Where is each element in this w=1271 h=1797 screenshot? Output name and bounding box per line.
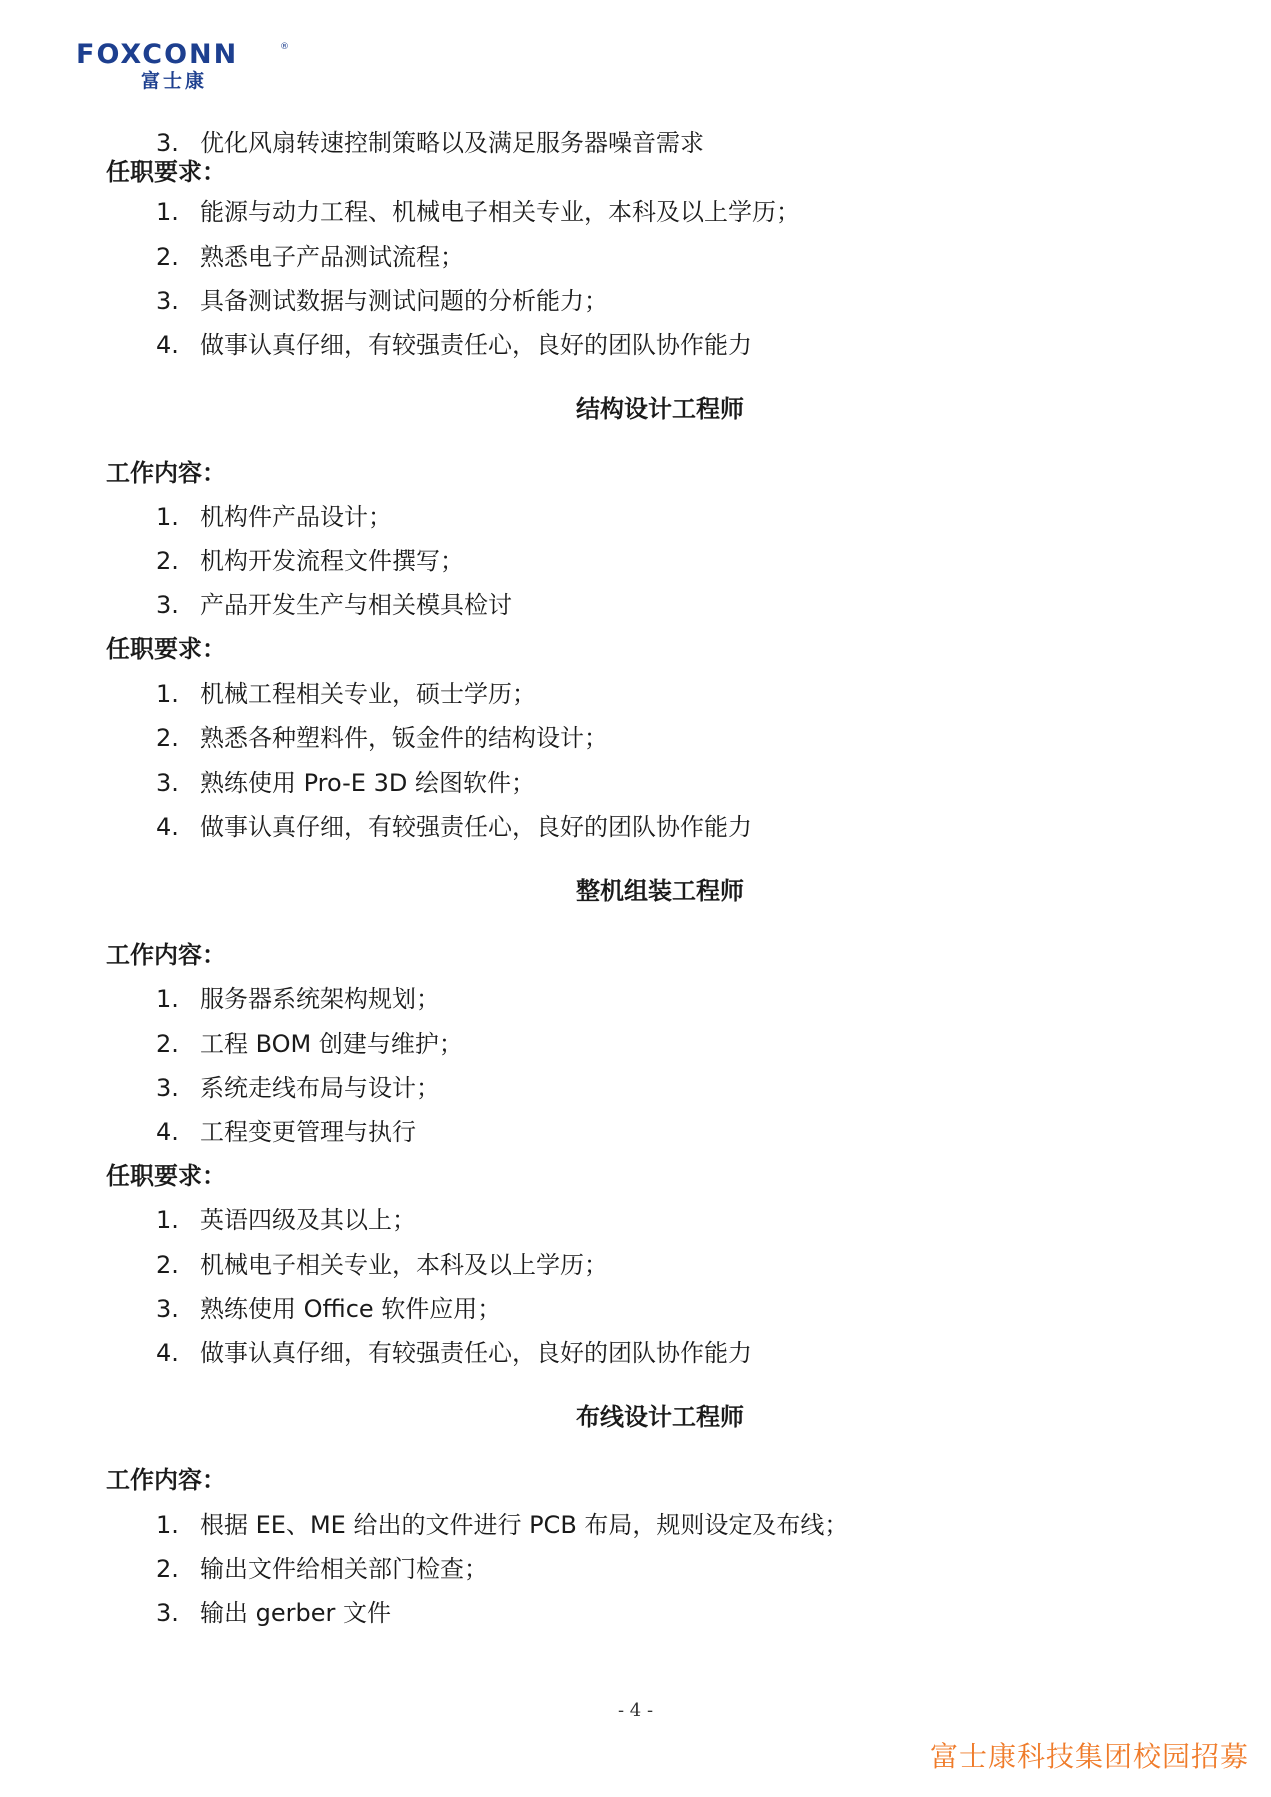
list-item: 4. 做事认真仔细，有较强责任心，良好的团队协作能力 (156, 1339, 752, 1367)
logo-chinese-name: 富士康 (141, 70, 208, 92)
section-label: 工作内容： (106, 459, 226, 487)
section-label: 工作内容： (106, 1466, 226, 1494)
list-item: 3. 优化风扇转速控制策略以及满足服务器噪音需求 (156, 129, 704, 157)
list-item: 2. 输出文件给相关部门检查； (156, 1555, 488, 1583)
list-item: 4. 做事认真仔细，有较强责任心，良好的团队协作能力 (156, 331, 752, 359)
list-item: 2. 机构开发流程文件撰写； (156, 547, 464, 575)
list-item: 1. 机械工程相关专业，硕士学历； (156, 680, 536, 708)
list-item: 3. 具备测试数据与测试问题的分析能力； (156, 287, 608, 315)
list-item: 2. 熟悉各种塑料件，钣金件的结构设计； (156, 724, 608, 752)
section-label: 任职要求： (106, 158, 226, 186)
logo-wordmark: FOXCONN (76, 39, 239, 70)
footer-brand-text: 富士康科技集团校园招募 (929, 1740, 1249, 1773)
foxconn-logo (76, 39, 289, 92)
list-item: 1. 根据 EE、ME 给出的文件进行 PCB 布局，规则设定及布线； (156, 1511, 849, 1539)
list-item: 2. 熟悉电子产品测试流程； (156, 243, 464, 271)
job-title-heading: 结构设计工程师 (576, 395, 744, 423)
list-item: 1. 服务器系统架构规划； (156, 985, 440, 1013)
section-label: 工作内容： (106, 941, 226, 969)
list-item: 3. 产品开发生产与相关模具检讨 (156, 591, 512, 619)
list-item: 1. 英语四级及其以上； (156, 1206, 416, 1234)
list-item: 3. 系统走线布局与设计； (156, 1074, 440, 1102)
list-item: 3. 熟练使用 Pro-E 3D 绘图软件； (156, 769, 535, 797)
list-item: 3. 输出 gerber 文件 (156, 1599, 391, 1627)
job-title-heading: 布线设计工程师 (576, 1403, 744, 1431)
list-item: 4. 工程变更管理与执行 (156, 1118, 416, 1146)
list-item: 4. 做事认真仔细，有较强责任心，良好的团队协作能力 (156, 813, 752, 841)
logo-registered-mark: ® (280, 42, 289, 52)
section-label: 任职要求： (106, 635, 226, 663)
page-number: - 4 - (617, 1700, 654, 1721)
list-item: 1. 机构件产品设计； (156, 503, 392, 531)
section-label: 任职要求： (106, 1162, 226, 1190)
list-item: 1. 能源与动力工程、机械电子相关专业，本科及以上学历； (156, 198, 800, 226)
list-item: 2. 机械电子相关专业，本科及以上学历； (156, 1251, 608, 1279)
job-title-heading: 整机组装工程师 (576, 877, 744, 905)
list-item: 3. 熟练使用 Office 软件应用； (156, 1295, 502, 1323)
list-item: 2. 工程 BOM 创建与维护； (156, 1030, 463, 1058)
